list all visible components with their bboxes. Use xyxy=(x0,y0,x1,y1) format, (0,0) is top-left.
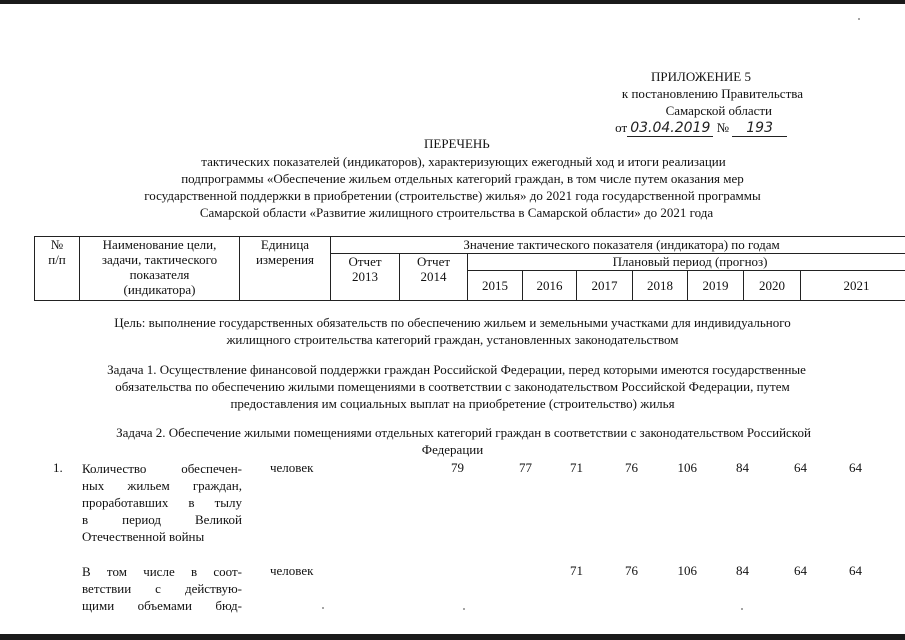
header-cell-report-2014: Отчет 2014 xyxy=(400,254,468,301)
scan-speck xyxy=(322,607,324,609)
header-cell-values-title: Значение тактического показателя (индикатора) по годам xyxy=(331,237,905,254)
title-line-2: подпрограммы «Обеспечение жильем отдельных категорий граждан, в том числе путем оказания мер xyxy=(181,171,744,186)
document-title-lines xyxy=(0,153,905,221)
header-cell-name: Наименование цели, задачи, тактического показателя (индикатора) xyxy=(80,237,240,301)
handwritten-number: 193 xyxy=(732,120,787,137)
title-line-1: тактических показателей (индикаторов), характеризующих ежегодный ход и итоги реализации xyxy=(201,154,726,169)
value-2019: 64 xyxy=(794,460,807,475)
header-year-2021: 2021 xyxy=(801,271,905,301)
title-line-3: государственной поддержки в приобретении (строительстве) жилья» до 2021 года государственной программы xyxy=(144,188,761,203)
value-2016: 76 xyxy=(625,563,638,578)
value-2019: 64 xyxy=(794,563,807,578)
header-cell-plan-title: Плановый период (прогноз) xyxy=(468,254,905,271)
header-cell-number: № п/п xyxy=(35,237,80,301)
scan-speck xyxy=(741,608,743,610)
appendix-line3: Самарской области xyxy=(665,103,772,118)
scan-bottom-edge xyxy=(0,634,905,640)
row-unit: человек xyxy=(270,460,314,475)
value-2020: 64 xyxy=(849,460,862,475)
goal-text: Цель: выполнение государственных обязательств по обеспечению жильем и земельными участками для индивидуального жилищного строительства категорий граждан, установленных законодательством xyxy=(114,315,791,347)
appendix-block xyxy=(503,68,803,137)
indicators-table-header xyxy=(34,236,905,301)
value-2016: 76 xyxy=(625,460,638,475)
row-number: 1. xyxy=(53,460,63,475)
value-2013: 79 xyxy=(451,460,464,475)
number-prefix: № xyxy=(716,120,730,135)
task-2-text: Задача 2. Обеспечение жилыми помещениями отдельных категорий граждан в соответствии с законодательством Российской Федерации xyxy=(116,425,811,457)
value-2020: 64 xyxy=(849,563,862,578)
date-prefix: от xyxy=(615,120,628,135)
document-heading: ПЕРЕЧЕНЬ xyxy=(424,136,490,151)
header-cell-report-2013: Отчет 2013 xyxy=(331,254,400,301)
value-2018: 84 xyxy=(736,563,749,578)
handwritten-date: 03.04.2019 xyxy=(627,120,713,137)
task-1-text: Задача 1. Осуществление финансовой поддержки граждан Российской Федерации, перед которыми имеются государственные обязательства по обеспечению жилыми помещениями в соответствии с законодательством Российской Федерации, путем предоставления им социальных выплат на приобретение (строительство) жилья xyxy=(107,362,806,411)
row-indicator-name: В том числе в соот- ветствии с действую- щими объемами бюд- xyxy=(82,564,242,613)
appendix-title: ПРИЛОЖЕНИЕ 5 xyxy=(651,69,751,84)
appendix-date-line xyxy=(503,119,803,137)
header-cell-unit: Единица измерения xyxy=(240,237,331,301)
value-2017: 106 xyxy=(677,563,697,578)
value-2017: 106 xyxy=(677,460,697,475)
value-2015: 71 xyxy=(570,563,583,578)
appendix-line2: к постановлению Правительства xyxy=(621,86,803,101)
value-2015: 71 xyxy=(570,460,583,475)
value-2014: 77 xyxy=(519,460,532,475)
header-year-2017: 2017 xyxy=(577,271,633,301)
scan-top-edge xyxy=(0,0,905,4)
header-year-2018: 2018 xyxy=(633,271,688,301)
header-year-2019: 2019 xyxy=(688,271,744,301)
header-year-2015: 2015 xyxy=(468,271,523,301)
scan-speck xyxy=(463,608,465,610)
row-indicator-name: Количество обеспечен- ных жильем граждан, проработавших в тылу в период Великой Отечественной войны xyxy=(82,461,242,544)
row-unit: человек xyxy=(270,563,314,578)
header-year-2016: 2016 xyxy=(523,271,577,301)
header-year-2020: 2020 xyxy=(744,271,801,301)
scan-speck xyxy=(858,18,860,20)
title-line-4: Самарской области «Развитие жилищного строительства в Самарской области» до 2021 года xyxy=(199,205,714,220)
value-2018: 84 xyxy=(736,460,749,475)
